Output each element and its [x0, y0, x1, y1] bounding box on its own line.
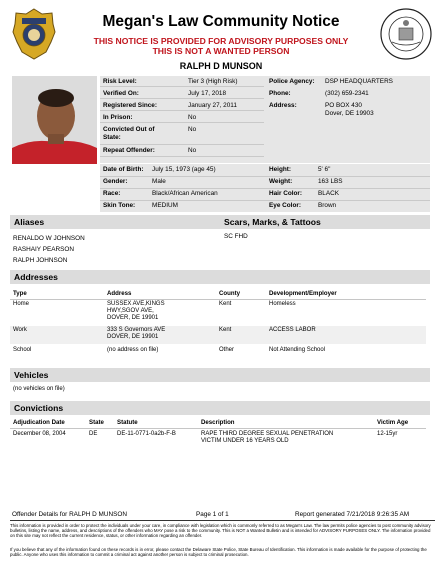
conviction-statute: DE-11-0771-0a2b-F-B — [117, 431, 176, 437]
eye-color-label: Eye Color: — [269, 202, 301, 209]
skin-tone-label: Skin Tone: — [103, 202, 136, 209]
height-label: Height: — [269, 166, 292, 173]
convictions-col-statute: Statute — [117, 419, 138, 426]
agency-address — [325, 102, 374, 118]
address-line: HWY,SGOV AVE, — [107, 308, 154, 315]
addresses-col-address: Address — [107, 290, 132, 297]
alias-item: RALPH JOHNSON — [13, 257, 68, 264]
police-agency-value: DSP HEADQUARTERS — [325, 78, 393, 85]
address-label: Address: — [269, 102, 297, 109]
addresses-col-type: Type — [13, 290, 27, 297]
agency-address-line2: Dover, DE 19903 — [325, 110, 374, 117]
convictions-col-victim-age: Victim Age — [377, 419, 409, 426]
address-type: Work — [13, 327, 27, 333]
dob-value: July 15, 1973 (age 45) — [152, 166, 216, 173]
scars-heading: Scars, Marks, & Tattoos — [220, 215, 430, 229]
address-type: Home — [13, 301, 30, 307]
description-line: VICTIM UNDER 16 YEARS OLD — [201, 438, 289, 445]
conviction-state: DE — [89, 431, 98, 437]
advisory-notice — [0, 36, 442, 56]
address-county: Other — [219, 347, 235, 353]
footer-disclaimer-2: If you believe that any of the information found on these records is in error, please contact the Delaware State Police, State Bureau of Identification. This information is made available for the purpose of protecting the public. Anyone who uses this information to commit a criminal act against another person is subject to criminal prosecution. — [10, 547, 427, 558]
weight-label: Weight: — [269, 178, 293, 185]
address-lines — [107, 327, 165, 341]
advisory-notice-line2: THIS IS NOT A WANTED PERSON — [152, 46, 290, 56]
address-line: DOVER, DE 19901 — [107, 315, 159, 322]
convictions-col-date: Adjudication Date — [13, 419, 65, 426]
convictions-col-state: State — [89, 419, 104, 426]
offender-photo — [12, 76, 97, 164]
registered-since-value: January 27, 2011 — [188, 102, 237, 109]
convictions-heading: Convictions — [10, 401, 430, 415]
footer-report-generated: Report generated 7/21/2018 9:26:35 AM — [295, 511, 410, 518]
address-county: Kent — [219, 327, 232, 333]
aliases-list — [13, 233, 85, 266]
address-line: 333 S Governors AVE — [107, 327, 166, 333]
risk-level-label: Risk Level: — [103, 78, 137, 85]
conviction-date: December 08, 2004 — [13, 431, 66, 437]
footer-offender-details: Offender Details for RALPH D MUNSON — [12, 511, 127, 518]
skin-tone-value: MEDIUM — [152, 202, 178, 209]
convictions-col-description: Description — [201, 419, 235, 426]
addresses-heading: Addresses — [10, 270, 430, 284]
eye-color-value: Brown — [318, 202, 337, 209]
verified-on-value: July 17, 2018 — [188, 90, 227, 97]
alias-item: RASHAIY PEARSON — [13, 246, 74, 253]
vehicles-heading: Vehicles — [10, 368, 430, 382]
agency-address-line1: PO BOX 430 — [325, 102, 362, 109]
table-row — [10, 326, 426, 344]
vehicles-empty-text: (no vehicles on file) — [13, 386, 65, 392]
risk-level-value: Tier 3 (High Risk) — [188, 78, 238, 85]
phone-label: Phone: — [269, 90, 291, 97]
description-line: RAPE THIRD DEGREE SEXUAL PENETRATION — [201, 431, 334, 437]
convicted-out-of-state-value: No — [188, 126, 197, 133]
height-value: 5' 6" — [318, 166, 331, 173]
addresses-col-county: County — [219, 290, 240, 297]
in-prison-value: No — [188, 114, 197, 121]
address-county: Kent — [219, 301, 232, 307]
repeat-offender-value: No — [188, 147, 197, 154]
address-line: DOVER, DE 19901 — [107, 334, 159, 341]
race-label: Race: — [103, 190, 121, 197]
verified-on-label: Verified On: — [103, 90, 139, 97]
addresses-col-employer: Development/Employer — [269, 290, 337, 297]
page-title: Megan's Law Community Notice — [102, 13, 340, 30]
address-lines — [107, 301, 165, 323]
address-type: School — [13, 347, 32, 353]
registered-since-label: Registered Since: — [103, 102, 157, 109]
police-agency-label: Police Agency: — [269, 78, 315, 85]
race-value: Black/African American — [152, 190, 218, 197]
conviction-description — [201, 431, 333, 445]
address-line: SUSSEX AVE,KINGS — [107, 301, 165, 307]
advisory-notice-line1: THIS NOTICE IS PROVIDED FOR ADVISORY PURPOSES ONLY — [93, 36, 349, 46]
footer-page-number: Page 1 of 1 — [196, 511, 229, 518]
gender-label: Gender: — [103, 178, 128, 185]
footer-disclaimer-1: This information is provided in order to protect the individuals under your care, in compliance with legislation which is commonly referred to as Megan's Law. The law permits police agencies to post community advisory bulletins, listing the name, address, and descriptions of the offenders who MAY pose a risk to the community. This is NOT a Wanted Bulletin and is intended for ADVISORY PURPOSES ONLY. The information provided on this site may not reflect the current residence, status, or other information regarding an offender. — [10, 523, 431, 539]
repeat-offender-label: Repeat Offender: — [103, 147, 155, 154]
weight-value: 163 LBS — [318, 178, 343, 185]
conviction-victim-age: 12-15yr — [377, 431, 398, 437]
table-row — [10, 346, 426, 356]
gender-value: Male — [152, 178, 166, 185]
offender-name: RALPH D MUNSON — [179, 61, 263, 71]
in-prison-label: In Prison: — [103, 114, 133, 121]
table-row — [10, 430, 426, 450]
dob-label: Date of Birth: — [103, 166, 144, 173]
address-employer: ACCESS LABOR — [269, 327, 316, 333]
address-employer: Homeless — [269, 301, 296, 307]
address-employer: Not Attending School — [269, 347, 326, 353]
address-line: (no address on file) — [107, 347, 159, 353]
aliases-heading: Aliases — [10, 215, 220, 229]
convicted-out-of-state-label: Convicted Out of State: — [103, 126, 155, 141]
alias-item: RENALDO W JOHNSON — [13, 235, 85, 242]
phone-value: (302) 659-2341 — [325, 90, 369, 97]
hair-color-value: BLACK — [318, 190, 339, 197]
footer-divider — [10, 520, 435, 521]
table-row — [10, 300, 426, 326]
scar-item: SC FHD — [224, 233, 248, 240]
hair-color-label: Hair Color: — [269, 190, 303, 197]
